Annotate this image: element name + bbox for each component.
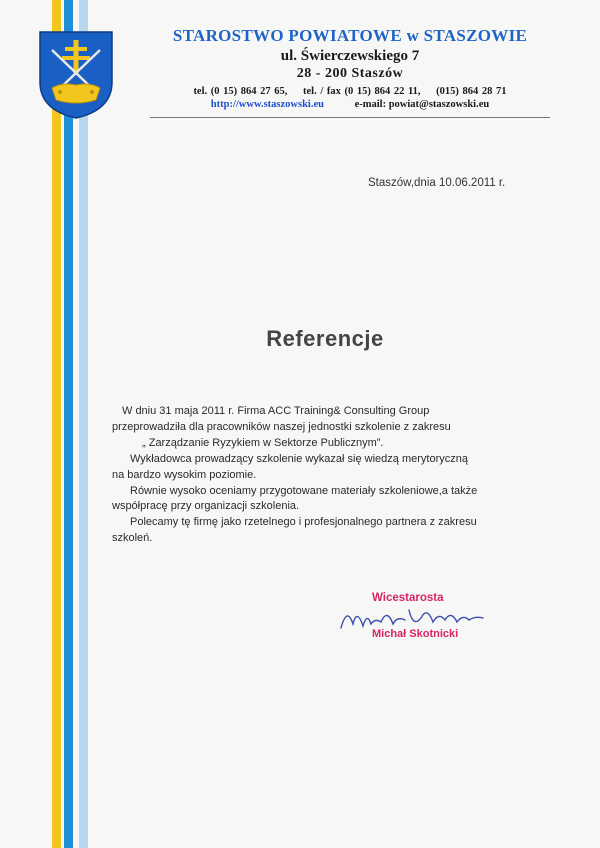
coat-of-arms-icon — [38, 30, 114, 120]
website-link[interactable]: http://www.staszowski.eu — [210, 99, 324, 110]
header-divider — [150, 117, 550, 118]
letter-date: Staszów,dnia 10.06.2011 r. — [368, 177, 506, 189]
body-line: Wykładowca prowadzący szkolenie wykazał się wiedzą merytoryczną — [130, 452, 468, 465]
city-address: 28 - 200 Staszów — [296, 66, 404, 81]
email: e-mail: powiat@staszowski.eu — [354, 99, 490, 110]
signer-role: Wicestarosta — [372, 592, 444, 604]
street-address: ul. Świerczewskiego 7 — [280, 48, 420, 64]
light-blue-stripe — [79, 0, 88, 848]
letter-body — [112, 404, 552, 547]
body-line: Równie wysoko oceniamy przygotowane materiały szkoleniowe,a także — [130, 484, 478, 497]
phone: tel. (0 15) 864 27 65, — [193, 86, 288, 97]
phone-line — [150, 86, 550, 97]
body-line: Polecamy tę firmę jako rzetelnego i profesjonalnego partnera z zakresu — [130, 516, 477, 529]
body-line: W dniu 31 maja 2011 r. Firma ACC Training& Consulting Group — [122, 405, 430, 417]
body-line: „ Zarządzanie Ryzykiem w Sektorze Publicznym”. — [142, 436, 384, 449]
yellow-stripe — [52, 0, 61, 848]
blue-stripe — [64, 0, 73, 848]
letterhead — [150, 26, 550, 110]
body-line: szkoleń. — [112, 532, 153, 545]
letter-title: Referencje — [266, 326, 384, 351]
signer-name: Michał Skotnicki — [372, 628, 459, 640]
phone-fax: tel. / fax (0 15) 864 22 11, — [303, 86, 421, 97]
web-line — [150, 99, 550, 110]
body-line: przeprowadziła dla pracowników naszej jednostki szkolenie z zakresu — [112, 420, 451, 433]
body-line: współpracę przy organizacji szkolenia. — [112, 500, 300, 513]
body-line: na bardzo wysokim poziomie. — [112, 468, 257, 481]
phone-2: (015) 864 28 71 — [436, 86, 507, 97]
org-name: STAROSTWO POWIATOWE w STASZOWIE — [172, 26, 528, 45]
